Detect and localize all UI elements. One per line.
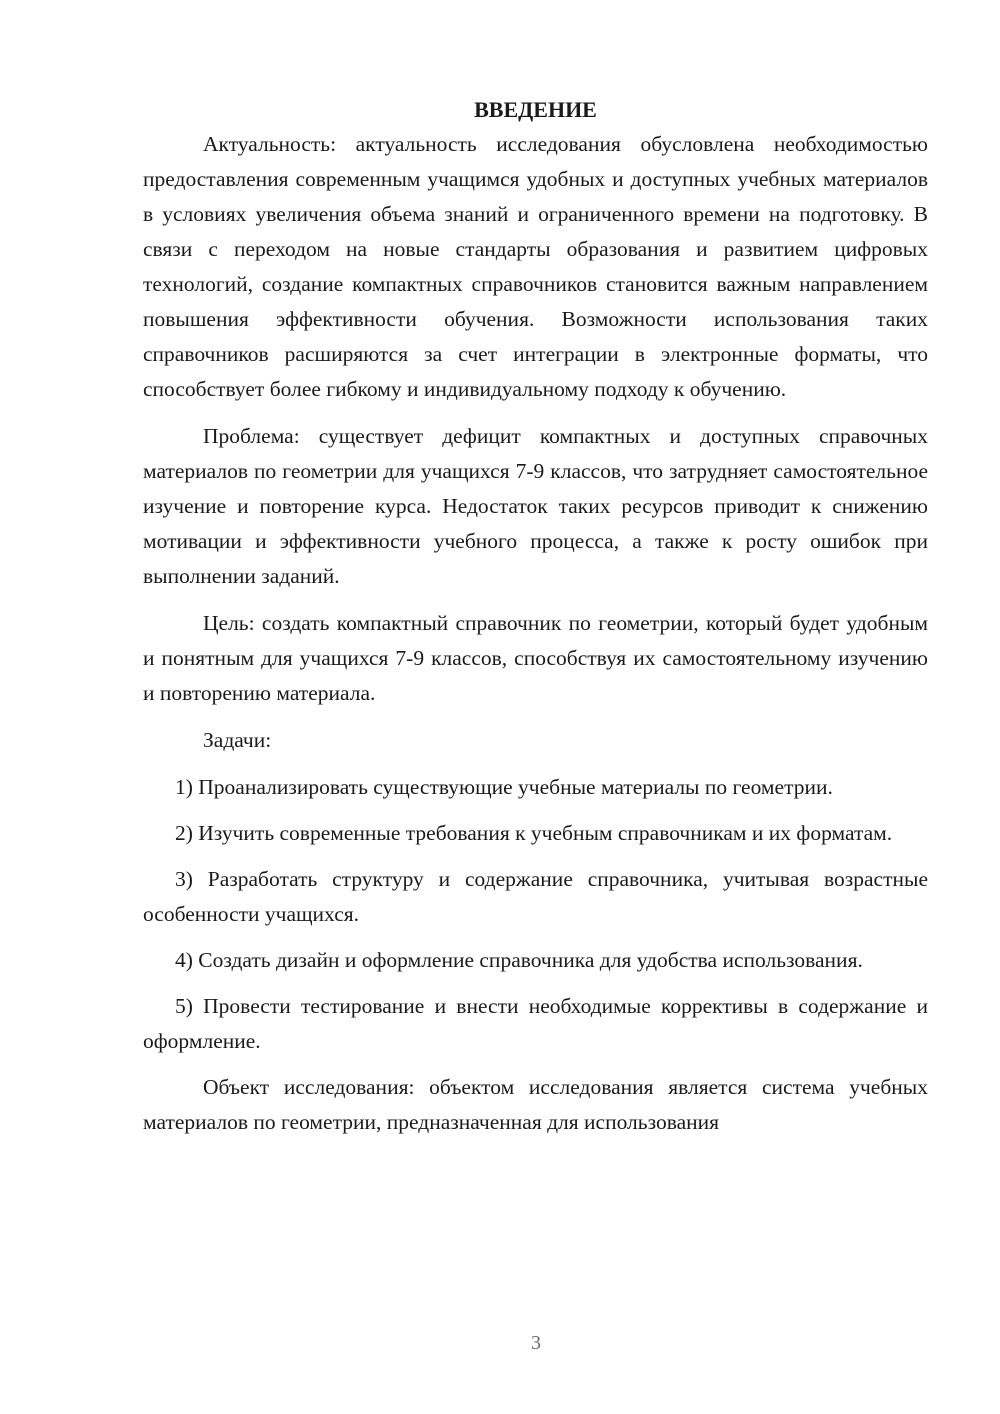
task-item-1: 1) Проанализировать существующие учебные материалы по геометрии. xyxy=(175,775,833,799)
object-paragraph: Объект исследования: объектом исследования является система учебных материалов по геометрии, предназначенная для использования xyxy=(143,1075,928,1134)
problem-paragraph: Проблема: существует дефицит компактных и доступных справочных материалов по геометрии для учащихся 7-9 классов, что затрудняет самостоятельное изучение и повторение курса. Недостаток таких ресурсов приводит к снижению мотивации и эффективности учебного процесса, а также к росту ошибок при выполнении заданий. xyxy=(143,424,928,588)
section-title: ВВЕДЕНИЕ xyxy=(474,97,597,122)
task-item-3: 3) Разработать структуру и содержание справочника, учитывая возрастные особенности учащихся. xyxy=(143,867,928,926)
relevance-paragraph: Актуальность: актуальность исследования обусловлена необходимостью предоставления современным учащимся удобных и доступных учебных материалов в условиях увеличения объема знаний и ограниченного времени на подготовку. В связи с переходом на новые стандарты образования и развитием цифровых технологий, создание компактных справочников становится важным направлением повышения эффективности обучения. Возможности использования таких справочников расширяются за счет интеграции в электронные форматы, что способствует более гибкому и индивидуальному подходу к обучению. xyxy=(143,132,928,401)
goal-paragraph: Цель: создать компактный справочник по геометрии, который будет удобным и понятным для учащихся 7-9 классов, способствуя их самостоятельному изучению и повторению материала. xyxy=(143,611,928,705)
tasks-heading: Задачи: xyxy=(203,728,272,752)
page-content xyxy=(143,92,928,1140)
task-item-5: 5) Провести тестирование и внести необходимые коррективы в содержание и оформление. xyxy=(143,994,928,1053)
task-item-2: 2) Изучить современные требования к учебным справочникам и их форматам. xyxy=(175,821,893,845)
task-item-4: 4) Создать дизайн и оформление справочника для удобства использования. xyxy=(175,948,863,972)
page-number: 3 xyxy=(531,1332,541,1354)
